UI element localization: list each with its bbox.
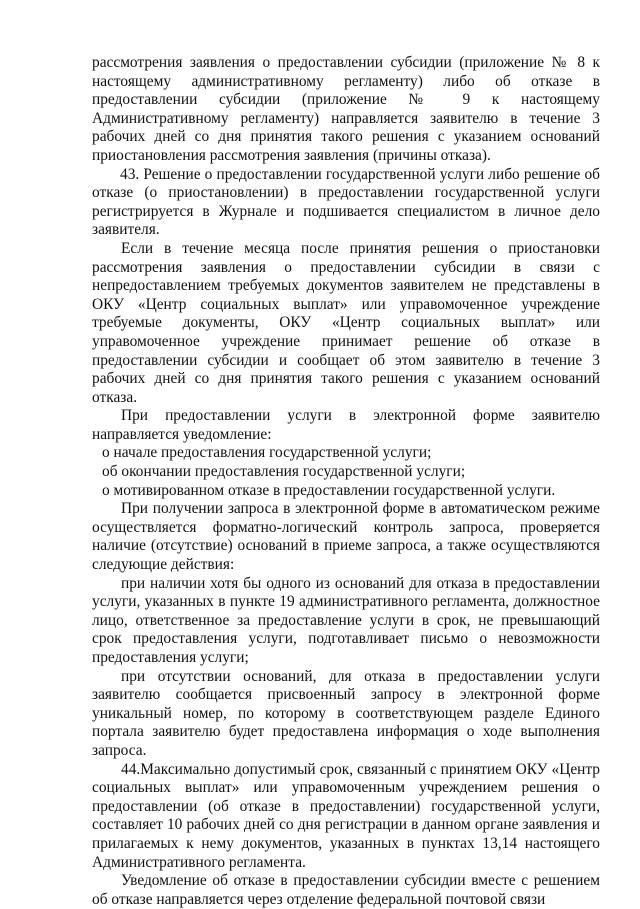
paragraph-continued-decision-notice: рассмотрения заявления о предоставлении субсидии (приложение № 8 к настоящему административному регламенту) либо об отказе в предоставлении субсидии (приложение № 9 к настоящему Административному регламенту) направляется заявителю в течение 3 рабочих дней со дня принятия такого решения с указанием оснований приостановления рассмотрения заявления (причины отказа). xyxy=(92,54,600,164)
paragraph-refusal-mailing: Уведомление об отказе в предоставлении субсидии вместе с решением об отказе направляется через отделение федеральной почтовой связи xyxy=(92,872,600,908)
paragraph-no-grounds: при отсутствии оснований, для отказа в предоставлении услуги заявителю сообщается присвоенный запросу в электронной форме уникальный номер, по которому в соответствующем разделе Единого портала заявителю будет предоставлена информация о ходе выполнения запроса. xyxy=(92,667,600,759)
document-body xyxy=(92,54,600,909)
paragraph-item-44: 44.Максимально допустимый срок, связанный с принятием ОКУ «Центр социальных выплат» или управомоченным учреждением решения о предоставлении (об отказе в предоставлении) государственной услуги, составляет 10 рабочих дней со дня регистрации в данном органе заявления и прилагаемых к нему документов, указанных в пунктах 13,14 настоящего Административного регламента. xyxy=(92,760,600,871)
paragraph-electronic-request-check: При получении запроса в электронной форме в автоматическом режиме осуществляется форматно-логический контроль запроса, проверяется наличие (отсутствие) оснований в приеме запроса, а также осуществляются следующие действия: xyxy=(92,500,600,574)
paragraph-electronic-notification: При предоставлении услуги в электронной форме заявителю направляется уведомление: xyxy=(92,407,600,443)
list-item-end-notice: об окончании предоставления государственной услуги; xyxy=(102,463,466,481)
paragraph-refusal-after-suspension: Если в течение месяца после принятия решения о приостановки рассмотрения заявления о предоставлении субсидии в связи с непредоставлением требуемых документов заявителем не представлены в ОКУ «Центр социальных выплат» или управомоченное учреждение требуемые документы, ОКУ «Центр социальных выплат» или управомоченное учреждение принимает решение об отказе в предоставлении субсидии и сообщает об этом заявителю в течение 3 рабочих дней со дня принятия такого решения с указанием оснований отказа. xyxy=(92,239,600,406)
list-item-start-notice: о начале предоставления государственной услуги; xyxy=(102,444,432,462)
list-item-refusal-notice: о мотивированном отказе в предоставлении государственной услуги. xyxy=(102,481,556,499)
paragraph-item-43: 43. Решение о предоставлении государственной услуги либо решение об отказе (о приостановлении) в предоставлении государственной услуги регистрируется в Журнале и подшивается специалистом в личное дело заявителя. xyxy=(92,165,600,239)
paragraph-refusal-grounds: при наличии хотя бы одного из оснований для отказа в предоставлении услуги, указанных в пункте 19 административного регламента, должностное лицо, ответственное за предоставление услуги в срок, не превышающий срок предоставления услуги, подготавливает письмо о невозможности предоставления услуги; xyxy=(92,574,600,666)
